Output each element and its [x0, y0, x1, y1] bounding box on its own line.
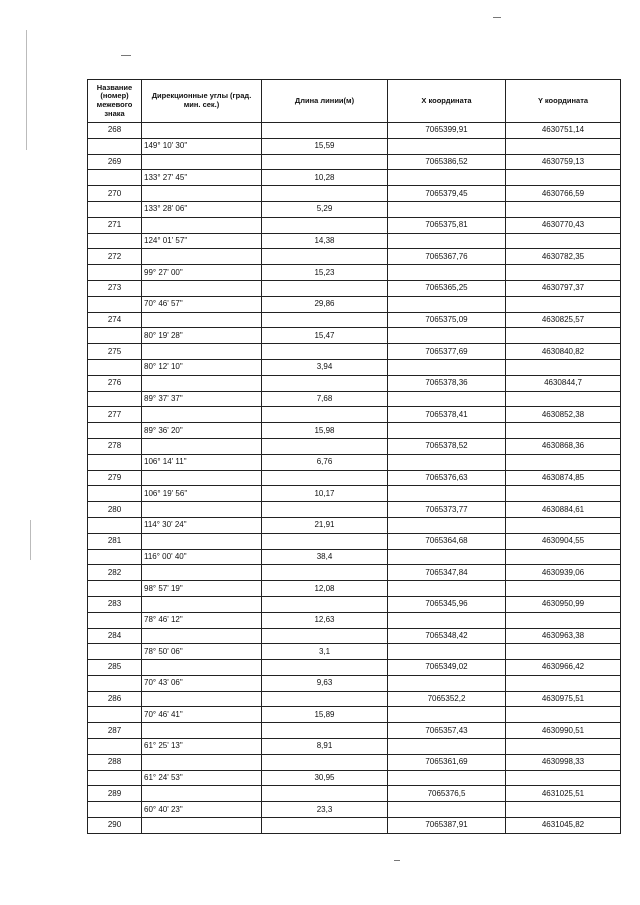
cell-mark: 268: [88, 123, 142, 139]
cell-angle: 78° 46' 12": [142, 612, 262, 628]
cell-x: [388, 359, 506, 375]
cell-length: 15,59: [262, 138, 388, 154]
table-row: [88, 154, 621, 170]
cell-y: 4630759,13: [506, 154, 621, 170]
cell-length: [262, 186, 388, 202]
cell-angle: 78° 50' 06": [142, 644, 262, 660]
cell-mark: 273: [88, 280, 142, 296]
cell-angle: 116° 00' 40": [142, 549, 262, 565]
cell-mark: 286: [88, 691, 142, 707]
table-row: [88, 486, 621, 502]
cell-length: [262, 691, 388, 707]
table-row: [88, 818, 621, 834]
cell-x: [388, 454, 506, 470]
cell-y: 4630844,7: [506, 375, 621, 391]
cell-angle: 98° 57' 19": [142, 581, 262, 597]
cell-mark: [88, 581, 142, 597]
table-row: [88, 123, 621, 139]
cell-mark: 274: [88, 312, 142, 328]
cell-length: [262, 660, 388, 676]
cell-x: 7065376,63: [388, 470, 506, 486]
cell-mark: 275: [88, 344, 142, 360]
cell-x: [388, 391, 506, 407]
cell-length: [262, 280, 388, 296]
cell-y: [506, 138, 621, 154]
cell-x: 7065357,43: [388, 723, 506, 739]
cell-mark: [88, 138, 142, 154]
cell-x: 7065345,96: [388, 596, 506, 612]
cell-y: 4630966,42: [506, 660, 621, 676]
cell-length: [262, 628, 388, 644]
cell-y: 4630797,37: [506, 280, 621, 296]
cell-angle: 80° 12' 10": [142, 359, 262, 375]
cell-y: [506, 233, 621, 249]
cell-angle: 114° 30' 24": [142, 517, 262, 533]
cell-angle: [142, 249, 262, 265]
cell-y: [506, 265, 621, 281]
cell-x: [388, 612, 506, 628]
scan-edge-mark: [26, 30, 27, 150]
cell-y: 4630975,51: [506, 691, 621, 707]
cell-mark: 285: [88, 660, 142, 676]
cell-length: 15,23: [262, 265, 388, 281]
cell-length: 10,28: [262, 170, 388, 186]
cell-x: 7065387,91: [388, 818, 506, 834]
cell-angle: [142, 565, 262, 581]
cell-length: 8,91: [262, 739, 388, 755]
cell-x: 7065378,41: [388, 407, 506, 423]
scan-speck: [493, 17, 501, 18]
cell-angle: [142, 154, 262, 170]
table-body: [88, 123, 621, 834]
cell-x: 7065367,76: [388, 249, 506, 265]
cell-y: 4631025,51: [506, 786, 621, 802]
cell-y: [506, 328, 621, 344]
cell-mark: [88, 612, 142, 628]
cell-length: 6,76: [262, 454, 388, 470]
table-row: [88, 249, 621, 265]
cell-length: 30,95: [262, 770, 388, 786]
cell-mark: [88, 802, 142, 818]
cell-length: [262, 533, 388, 549]
header-x: X координата: [388, 80, 506, 123]
cell-x: 7065364,68: [388, 533, 506, 549]
cell-angle: [142, 628, 262, 644]
cell-angle: [142, 754, 262, 770]
table-row: [88, 186, 621, 202]
cell-x: [388, 581, 506, 597]
cell-x: [388, 265, 506, 281]
cell-mark: 278: [88, 438, 142, 454]
cell-mark: [88, 170, 142, 186]
table-row: [88, 296, 621, 312]
cell-length: 38,4: [262, 549, 388, 565]
table-row: [88, 470, 621, 486]
cell-x: [388, 707, 506, 723]
cell-x: [388, 770, 506, 786]
cell-x: [388, 170, 506, 186]
cell-mark: [88, 517, 142, 533]
cell-length: [262, 217, 388, 233]
cell-y: 4630990,51: [506, 723, 621, 739]
table-row: [88, 217, 621, 233]
cell-mark: [88, 770, 142, 786]
cell-length: [262, 154, 388, 170]
cell-angle: 89° 36' 20": [142, 423, 262, 439]
cell-length: 7,68: [262, 391, 388, 407]
table-row: [88, 707, 621, 723]
cell-length: 15,89: [262, 707, 388, 723]
cell-length: [262, 502, 388, 518]
cell-x: [388, 802, 506, 818]
cell-x: [388, 739, 506, 755]
cell-y: 4630852,38: [506, 407, 621, 423]
cell-angle: [142, 280, 262, 296]
cell-y: [506, 454, 621, 470]
cell-length: [262, 596, 388, 612]
cell-angle: [142, 660, 262, 676]
cell-angle: [142, 470, 262, 486]
cell-angle: 70° 46' 41": [142, 707, 262, 723]
cell-x: [388, 138, 506, 154]
cell-x: [388, 328, 506, 344]
header-mark: Название (номер) межевого знака: [88, 80, 142, 123]
table-row: [88, 265, 621, 281]
cell-length: [262, 754, 388, 770]
cell-x: [388, 423, 506, 439]
cell-y: [506, 423, 621, 439]
cell-mark: 272: [88, 249, 142, 265]
cell-length: [262, 407, 388, 423]
cell-x: 7065361,69: [388, 754, 506, 770]
table-row: [88, 502, 621, 518]
cell-angle: [142, 312, 262, 328]
cell-y: [506, 549, 621, 565]
cell-length: [262, 344, 388, 360]
cell-x: 7065375,81: [388, 217, 506, 233]
cell-angle: 70° 43' 06": [142, 675, 262, 691]
cell-length: 3,1: [262, 644, 388, 660]
table-row: [88, 644, 621, 660]
cell-y: 4630939,06: [506, 565, 621, 581]
header-length: Длина линии(м): [262, 80, 388, 123]
cell-mark: [88, 486, 142, 502]
cell-angle: 60° 40' 23": [142, 802, 262, 818]
cell-angle: 70° 46' 57": [142, 296, 262, 312]
cell-angle: [142, 407, 262, 423]
table-row: [88, 438, 621, 454]
cell-x: 7065365,25: [388, 280, 506, 296]
cell-mark: 289: [88, 786, 142, 802]
table-row: [88, 533, 621, 549]
scan-edge-mark: [30, 520, 31, 560]
cell-mark: 288: [88, 754, 142, 770]
cell-mark: [88, 328, 142, 344]
cell-mark: 283: [88, 596, 142, 612]
cell-length: [262, 249, 388, 265]
cell-x: 7065375,09: [388, 312, 506, 328]
cell-length: [262, 818, 388, 834]
cell-y: [506, 802, 621, 818]
cell-y: [506, 359, 621, 375]
cell-y: [506, 296, 621, 312]
table-row: [88, 565, 621, 581]
table-row: [88, 723, 621, 739]
table-header-row: [88, 80, 621, 123]
cell-angle: [142, 186, 262, 202]
cell-length: 3,94: [262, 359, 388, 375]
cell-y: 4630782,35: [506, 249, 621, 265]
cell-angle: [142, 502, 262, 518]
table-row: [88, 375, 621, 391]
cell-y: 4630766,59: [506, 186, 621, 202]
table-row: [88, 581, 621, 597]
table-row: [88, 328, 621, 344]
cell-length: 29,86: [262, 296, 388, 312]
cell-length: [262, 565, 388, 581]
cell-y: [506, 612, 621, 628]
cell-x: [388, 675, 506, 691]
scan-speck: [121, 55, 131, 56]
cell-angle: [142, 217, 262, 233]
cell-angle: 99° 27' 00": [142, 265, 262, 281]
table-row: [88, 675, 621, 691]
cell-y: 4630868,36: [506, 438, 621, 454]
cell-angle: 80° 19' 28": [142, 328, 262, 344]
cell-angle: [142, 344, 262, 360]
cell-length: 14,38: [262, 233, 388, 249]
cell-y: [506, 201, 621, 217]
table-row: [88, 280, 621, 296]
cell-x: 7065386,52: [388, 154, 506, 170]
cell-y: 4630840,82: [506, 344, 621, 360]
cell-length: 12,08: [262, 581, 388, 597]
table-row: [88, 691, 621, 707]
cell-angle: 149° 10' 30": [142, 138, 262, 154]
cell-y: 4630770,43: [506, 217, 621, 233]
cell-angle: 61° 24' 53": [142, 770, 262, 786]
cell-mark: 280: [88, 502, 142, 518]
cell-mark: 290: [88, 818, 142, 834]
cell-y: 4631045,82: [506, 818, 621, 834]
cell-mark: [88, 359, 142, 375]
cell-mark: [88, 675, 142, 691]
cell-y: [506, 707, 621, 723]
cell-y: [506, 391, 621, 407]
table-row: [88, 739, 621, 755]
cell-mark: 279: [88, 470, 142, 486]
header-y: Y координата: [506, 80, 621, 123]
cell-mark: [88, 423, 142, 439]
cell-y: 4630904,55: [506, 533, 621, 549]
table-row: [88, 138, 621, 154]
scan-speck: [394, 860, 400, 861]
cell-angle: 106° 19' 56": [142, 486, 262, 502]
cell-angle: [142, 438, 262, 454]
cell-x: [388, 517, 506, 533]
cell-mark: 287: [88, 723, 142, 739]
cell-angle: 124° 01' 57": [142, 233, 262, 249]
cell-angle: [142, 596, 262, 612]
cell-x: 7065377,69: [388, 344, 506, 360]
cell-length: [262, 786, 388, 802]
cell-x: 7065376,5: [388, 786, 506, 802]
cell-mark: [88, 549, 142, 565]
table-row: [88, 170, 621, 186]
cell-angle: [142, 818, 262, 834]
cell-y: [506, 644, 621, 660]
cell-angle: [142, 723, 262, 739]
cell-angle: [142, 375, 262, 391]
cell-mark: 284: [88, 628, 142, 644]
cell-length: [262, 123, 388, 139]
cell-length: 23,3: [262, 802, 388, 818]
cell-mark: [88, 296, 142, 312]
cell-mark: [88, 391, 142, 407]
cell-mark: [88, 707, 142, 723]
cell-y: [506, 675, 621, 691]
cell-x: 7065347,84: [388, 565, 506, 581]
cell-length: 15,47: [262, 328, 388, 344]
cell-y: [506, 770, 621, 786]
cell-y: 4630963,38: [506, 628, 621, 644]
cell-angle: 133° 27' 45": [142, 170, 262, 186]
header-angle: Дирекционные углы (град. мин. сек.): [142, 80, 262, 123]
cell-mark: [88, 739, 142, 755]
table-row: [88, 201, 621, 217]
cell-x: [388, 549, 506, 565]
cell-y: [506, 581, 621, 597]
cell-x: [388, 644, 506, 660]
cell-length: [262, 312, 388, 328]
cell-x: 7065378,36: [388, 375, 506, 391]
cell-x: 7065379,45: [388, 186, 506, 202]
cell-length: [262, 723, 388, 739]
table-row: [88, 423, 621, 439]
table-row: [88, 454, 621, 470]
cell-angle: 61° 25' 13": [142, 739, 262, 755]
table-row: [88, 312, 621, 328]
table-row: [88, 391, 621, 407]
cell-y: 4630998,33: [506, 754, 621, 770]
cell-length: 21,91: [262, 517, 388, 533]
table-row: [88, 628, 621, 644]
table-row: [88, 517, 621, 533]
cell-length: 12,63: [262, 612, 388, 628]
cell-mark: [88, 201, 142, 217]
cell-length: [262, 438, 388, 454]
table-row: [88, 660, 621, 676]
cell-x: 7065352,2: [388, 691, 506, 707]
table-row: [88, 754, 621, 770]
table-row: [88, 359, 621, 375]
cell-mark: 270: [88, 186, 142, 202]
cell-y: [506, 517, 621, 533]
cell-length: 9,63: [262, 675, 388, 691]
cell-x: [388, 233, 506, 249]
cell-y: [506, 486, 621, 502]
cell-y: 4630950,99: [506, 596, 621, 612]
cell-x: 7065349,02: [388, 660, 506, 676]
cell-x: [388, 296, 506, 312]
cell-x: [388, 201, 506, 217]
cell-angle: [142, 786, 262, 802]
boundary-coordinates-table: [87, 79, 621, 834]
table-row: [88, 770, 621, 786]
cell-angle: [142, 123, 262, 139]
table-row: [88, 786, 621, 802]
cell-length: 15,98: [262, 423, 388, 439]
table-row: [88, 407, 621, 423]
cell-mark: [88, 233, 142, 249]
cell-mark: 276: [88, 375, 142, 391]
cell-mark: 269: [88, 154, 142, 170]
cell-y: 4630874,85: [506, 470, 621, 486]
cell-mark: 271: [88, 217, 142, 233]
cell-y: [506, 170, 621, 186]
cell-mark: 282: [88, 565, 142, 581]
cell-length: 10,17: [262, 486, 388, 502]
cell-mark: [88, 454, 142, 470]
cell-length: 5,29: [262, 201, 388, 217]
cell-y: 4630751,14: [506, 123, 621, 139]
cell-x: 7065348,42: [388, 628, 506, 644]
cell-y: [506, 739, 621, 755]
cell-y: 4630884,61: [506, 502, 621, 518]
table-row: [88, 549, 621, 565]
cell-angle: 133° 28' 06": [142, 201, 262, 217]
cell-mark: 277: [88, 407, 142, 423]
cell-x: 7065399,91: [388, 123, 506, 139]
cell-angle: [142, 691, 262, 707]
cell-y: 4630825,57: [506, 312, 621, 328]
cell-angle: 106° 14' 11": [142, 454, 262, 470]
cell-angle: 89° 37' 37": [142, 391, 262, 407]
cell-x: [388, 486, 506, 502]
cell-mark: [88, 644, 142, 660]
table-row: [88, 344, 621, 360]
table-row: [88, 233, 621, 249]
cell-angle: [142, 533, 262, 549]
cell-x: 7065373,77: [388, 502, 506, 518]
cell-mark: [88, 265, 142, 281]
table-row: [88, 596, 621, 612]
table-row: [88, 802, 621, 818]
cell-mark: 281: [88, 533, 142, 549]
cell-length: [262, 375, 388, 391]
table-row: [88, 612, 621, 628]
cell-length: [262, 470, 388, 486]
cell-x: 7065378,52: [388, 438, 506, 454]
